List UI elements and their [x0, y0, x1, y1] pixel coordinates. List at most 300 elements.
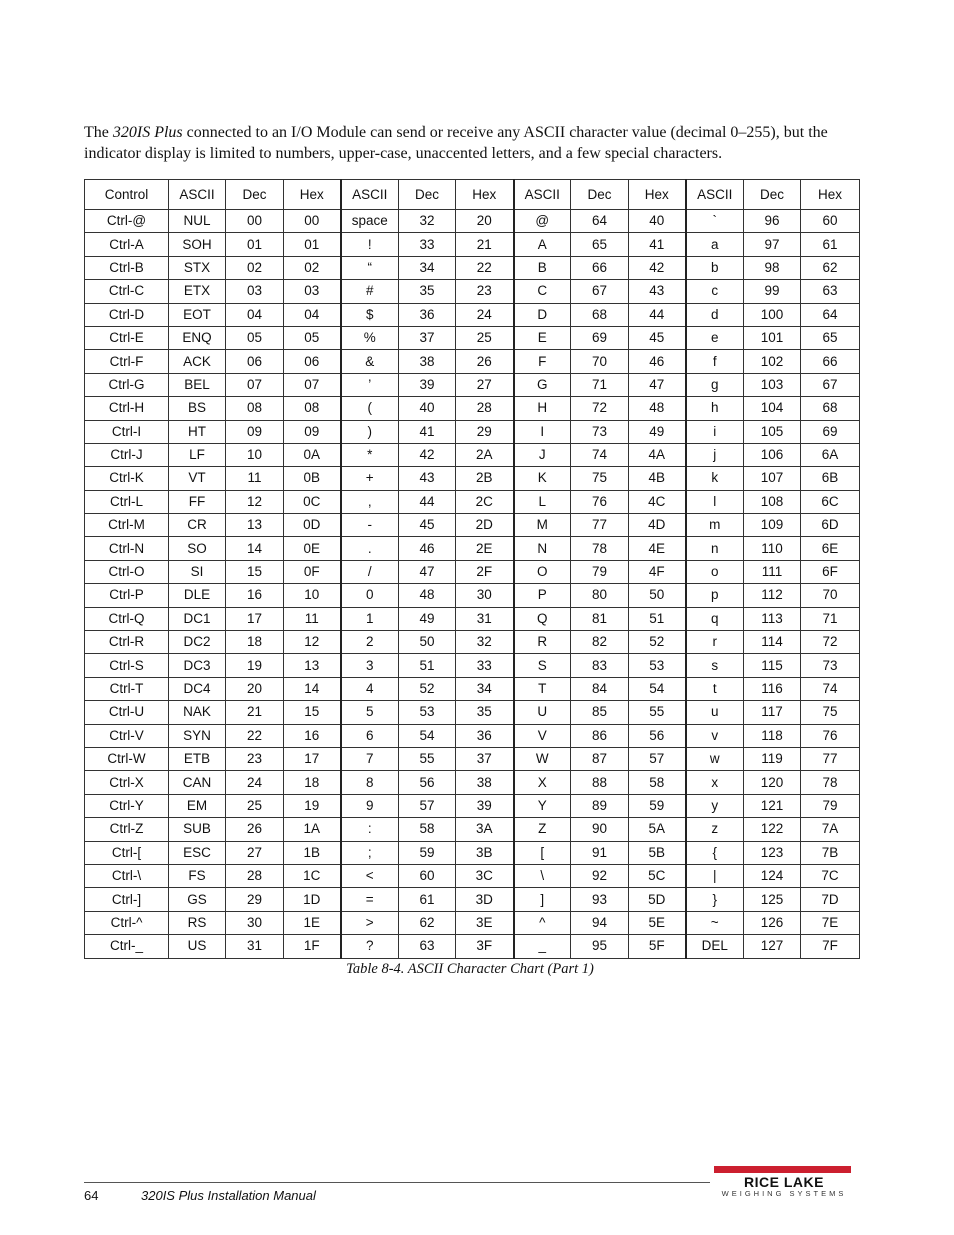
table-cell: 127	[744, 935, 801, 958]
table-cell: 49	[629, 420, 686, 443]
column-header: Dec	[399, 180, 456, 210]
table-cell: 28	[456, 397, 514, 420]
manual-title: 320IS Plus Installation Manual	[141, 1188, 316, 1203]
intro-rest: connected to an I/O Module can send or receive any ASCII character value (decimal 0–255), but the indicator display is limited to numbers, upper-case, unaccented letters, and a few special characters.	[84, 124, 828, 162]
table-cell: VT	[169, 467, 226, 490]
table-cell: 40	[629, 210, 686, 233]
intro-paragraph	[84, 122, 864, 164]
table-cell: Ctrl-C	[85, 280, 169, 303]
table-cell: 60	[399, 864, 456, 887]
table-cell: 2C	[456, 490, 514, 513]
table-cell: T	[514, 677, 571, 700]
table-cell: 43	[629, 280, 686, 303]
table-cell: R	[514, 631, 571, 654]
intro-prefix: The	[84, 124, 113, 141]
table-cell: 7	[341, 747, 399, 770]
table-cell: v	[686, 724, 744, 747]
table-cell: 13	[226, 514, 284, 537]
table-cell: 17	[284, 747, 341, 770]
table-cell: Ctrl-T	[85, 677, 169, 700]
table-cell: Ctrl-Q	[85, 607, 169, 630]
table-cell: 120	[744, 771, 801, 794]
table-cell: 56	[399, 771, 456, 794]
table-cell: 64	[801, 303, 860, 326]
table-cell: 27	[456, 373, 514, 396]
table-cell: 41	[629, 233, 686, 256]
table-cell: RS	[169, 911, 226, 934]
table-row	[85, 397, 860, 420]
table-cell: 1D	[284, 888, 341, 911]
table-cell: 117	[744, 701, 801, 724]
table-cell: 57	[629, 747, 686, 770]
table-cell: 78	[801, 771, 860, 794]
table-cell: 6	[341, 724, 399, 747]
table-cell: c	[686, 280, 744, 303]
table-cell: 16	[284, 724, 341, 747]
table-row	[85, 350, 860, 373]
table-cell: 96	[744, 210, 801, 233]
logo-wordmark: RICE LAKE	[744, 1174, 824, 1190]
table-cell: 5	[341, 701, 399, 724]
table-cell: NUL	[169, 210, 226, 233]
table-cell: 33	[399, 233, 456, 256]
table-cell: 112	[744, 584, 801, 607]
table-cell: 31	[456, 607, 514, 630]
table-cell: 26	[456, 350, 514, 373]
table-cell: EM	[169, 794, 226, 817]
table-cell: 5F	[629, 935, 686, 958]
table-cell: 2	[341, 631, 399, 654]
table-cell: 102	[744, 350, 801, 373]
table-cell: b	[686, 256, 744, 279]
table-cell: 75	[571, 467, 629, 490]
table-cell: 1B	[284, 841, 341, 864]
table-cell: ;	[341, 841, 399, 864]
table-cell: Y	[514, 794, 571, 817]
table-cell: W	[514, 747, 571, 770]
table-cell: 0C	[284, 490, 341, 513]
table-cell: 108	[744, 490, 801, 513]
table-cell: 94	[571, 911, 629, 934]
table-cell: 03	[284, 280, 341, 303]
table-cell: `	[686, 210, 744, 233]
table-cell: L	[514, 490, 571, 513]
table-cell: 19	[226, 654, 284, 677]
table-cell: 36	[399, 303, 456, 326]
table-cell: 73	[571, 420, 629, 443]
ascii-chart-table	[84, 179, 860, 959]
table-cell: “	[341, 256, 399, 279]
table-cell: 45	[399, 514, 456, 537]
table-cell: 22	[456, 256, 514, 279]
table-cell: 6B	[801, 467, 860, 490]
table-cell: I	[514, 420, 571, 443]
table-row	[85, 420, 860, 443]
table-header-row	[85, 180, 860, 210]
table-cell: 17	[226, 607, 284, 630]
table-cell: 65	[571, 233, 629, 256]
table-cell: 09	[284, 420, 341, 443]
table-cell: r	[686, 631, 744, 654]
table-cell: }	[686, 888, 744, 911]
table-row	[85, 373, 860, 396]
table-row	[85, 794, 860, 817]
table-cell: 9	[341, 794, 399, 817]
table-row	[85, 724, 860, 747]
table-cell: 47	[399, 560, 456, 583]
table-cell: 36	[456, 724, 514, 747]
table-cell: 111	[744, 560, 801, 583]
table-row	[85, 514, 860, 537]
logo-tagline: WEIGHING SYSTEMS	[721, 1189, 847, 1198]
table-cell: V	[514, 724, 571, 747]
table-cell: A	[514, 233, 571, 256]
table-cell: 3F	[456, 935, 514, 958]
table-cell: 0F	[284, 560, 341, 583]
table-cell: Ctrl-O	[85, 560, 169, 583]
table-cell: Ctrl-\	[85, 864, 169, 887]
table-cell: 4E	[629, 537, 686, 560]
table-cell: 71	[571, 373, 629, 396]
table-cell: j	[686, 443, 744, 466]
table-cell: 06	[226, 350, 284, 373]
footer-divider	[84, 1182, 710, 1183]
table-cell: 123	[744, 841, 801, 864]
table-cell: !	[341, 233, 399, 256]
table-row	[85, 747, 860, 770]
table-cell: 72	[571, 397, 629, 420]
table-cell: 32	[456, 631, 514, 654]
table-cell: 04	[284, 303, 341, 326]
table-cell: {	[686, 841, 744, 864]
table-cell: 67	[571, 280, 629, 303]
table-cell: O	[514, 560, 571, 583]
table-cell: 61	[801, 233, 860, 256]
table-cell: 32	[399, 210, 456, 233]
table-cell: 78	[571, 537, 629, 560]
table-cell: 45	[629, 326, 686, 349]
table-cell: 91	[571, 841, 629, 864]
table-cell: 38	[456, 771, 514, 794]
table-row	[85, 280, 860, 303]
table-cell: 3E	[456, 911, 514, 934]
table-cell: 44	[629, 303, 686, 326]
table-cell: 73	[801, 654, 860, 677]
column-header: Dec	[571, 180, 629, 210]
table-cell: 61	[399, 888, 456, 911]
table-row	[85, 888, 860, 911]
table-cell: 80	[571, 584, 629, 607]
table-cell: Ctrl-R	[85, 631, 169, 654]
table-cell: SYN	[169, 724, 226, 747]
table-cell: Ctrl-F	[85, 350, 169, 373]
table-cell: FF	[169, 490, 226, 513]
table-cell: 89	[571, 794, 629, 817]
table-cell: 34	[399, 256, 456, 279]
column-header: Control	[85, 180, 169, 210]
table-cell: 63	[399, 935, 456, 958]
table-cell: 107	[744, 467, 801, 490]
table-cell: SUB	[169, 818, 226, 841]
table-cell: 67	[801, 373, 860, 396]
table-cell: 7D	[801, 888, 860, 911]
table-cell: J	[514, 443, 571, 466]
table-cell: Ctrl-X	[85, 771, 169, 794]
table-cell: Ctrl-M	[85, 514, 169, 537]
table-cell: 02	[284, 256, 341, 279]
table-cell: t	[686, 677, 744, 700]
table-cell: 69	[571, 326, 629, 349]
table-cell: 51	[629, 607, 686, 630]
table-row	[85, 631, 860, 654]
table-cell: Ctrl-L	[85, 490, 169, 513]
table-row	[85, 560, 860, 583]
table-cell: 115	[744, 654, 801, 677]
table-cell: _	[514, 935, 571, 958]
table-row	[85, 537, 860, 560]
table-cell: 24	[456, 303, 514, 326]
table-cell: 85	[571, 701, 629, 724]
table-cell: G	[514, 373, 571, 396]
table-cell: /	[341, 560, 399, 583]
table-cell: x	[686, 771, 744, 794]
table-caption: Table 8-4. ASCII Character Chart (Part 1)	[346, 961, 594, 977]
table-cell: 125	[744, 888, 801, 911]
table-cell: Ctrl-P	[85, 584, 169, 607]
table-cell: 77	[571, 514, 629, 537]
table-cell: z	[686, 818, 744, 841]
table-cell: 110	[744, 537, 801, 560]
table-cell: 0E	[284, 537, 341, 560]
table-cell: 03	[226, 280, 284, 303]
table-cell: -	[341, 514, 399, 537]
table-cell: $	[341, 303, 399, 326]
table-cell: 2F	[456, 560, 514, 583]
table-cell: Ctrl-U	[85, 701, 169, 724]
table-cell: 29	[226, 888, 284, 911]
table-cell: 63	[801, 280, 860, 303]
rice-lake-logo	[714, 1166, 854, 1198]
table-cell: 12	[284, 631, 341, 654]
table-cell: f	[686, 350, 744, 373]
table-cell: Ctrl-_	[85, 935, 169, 958]
table-cell: 25	[226, 794, 284, 817]
table-cell: )	[341, 420, 399, 443]
table-cell: 4C	[629, 490, 686, 513]
table-cell: s	[686, 654, 744, 677]
table-cell: 08	[226, 397, 284, 420]
table-cell: B	[514, 256, 571, 279]
table-cell: 1F	[284, 935, 341, 958]
table-cell: k	[686, 467, 744, 490]
table-cell: 10	[226, 443, 284, 466]
table-cell: 2D	[456, 514, 514, 537]
table-body	[85, 210, 860, 959]
table-cell: 99	[744, 280, 801, 303]
table-cell: 30	[456, 584, 514, 607]
table-cell: 86	[571, 724, 629, 747]
table-cell: 44	[399, 490, 456, 513]
table-cell: DC2	[169, 631, 226, 654]
table-cell: ^	[514, 911, 571, 934]
table-cell: 4F	[629, 560, 686, 583]
table-cell: 54	[629, 677, 686, 700]
table-cell: 113	[744, 607, 801, 630]
column-header: Hex	[456, 180, 514, 210]
table-cell: 3C	[456, 864, 514, 887]
table-cell: 81	[571, 607, 629, 630]
table-cell: ACK	[169, 350, 226, 373]
table-row	[85, 935, 860, 958]
column-header: Hex	[801, 180, 860, 210]
table-cell: Ctrl-K	[85, 467, 169, 490]
table-cell: 121	[744, 794, 801, 817]
table-cell: Q	[514, 607, 571, 630]
table-cell: 31	[226, 935, 284, 958]
table-cell: CR	[169, 514, 226, 537]
table-cell: o	[686, 560, 744, 583]
table-cell: 7B	[801, 841, 860, 864]
table-cell: 52	[399, 677, 456, 700]
table-cell: 3B	[456, 841, 514, 864]
table-cell: :	[341, 818, 399, 841]
table-cell: Z	[514, 818, 571, 841]
table-row	[85, 771, 860, 794]
table-cell: Ctrl-G	[85, 373, 169, 396]
table-cell: ]	[514, 888, 571, 911]
table-cell: 40	[399, 397, 456, 420]
table-cell: g	[686, 373, 744, 396]
table-cell: Ctrl-]	[85, 888, 169, 911]
table-cell: E	[514, 326, 571, 349]
table-cell: 10	[284, 584, 341, 607]
table-cell: 53	[399, 701, 456, 724]
table-cell: 4D	[629, 514, 686, 537]
table-cell: 3A	[456, 818, 514, 841]
table-cell: q	[686, 607, 744, 630]
table-cell: p	[686, 584, 744, 607]
table-cell: 48	[629, 397, 686, 420]
table-cell: 42	[629, 256, 686, 279]
table-cell: 1E	[284, 911, 341, 934]
table-cell: 33	[456, 654, 514, 677]
table-cell: Ctrl-B	[85, 256, 169, 279]
table-cell: 07	[226, 373, 284, 396]
column-header: Dec	[744, 180, 801, 210]
table-cell: 51	[399, 654, 456, 677]
table-cell: 05	[226, 326, 284, 349]
table-cell: 08	[284, 397, 341, 420]
table-row	[85, 911, 860, 934]
table-cell: 15	[284, 701, 341, 724]
table-cell: M	[514, 514, 571, 537]
table-cell: 0D	[284, 514, 341, 537]
table-cell: Ctrl-E	[85, 326, 169, 349]
table-cell: 21	[226, 701, 284, 724]
table-cell: DC1	[169, 607, 226, 630]
table-cell: 02	[226, 256, 284, 279]
table-cell: w	[686, 747, 744, 770]
table-cell: m	[686, 514, 744, 537]
table-cell: 39	[399, 373, 456, 396]
table-cell: DC3	[169, 654, 226, 677]
table-cell: n	[686, 537, 744, 560]
table-cell: |	[686, 864, 744, 887]
table-cell: 30	[226, 911, 284, 934]
table-cell: 100	[744, 303, 801, 326]
table-row	[85, 303, 860, 326]
table-cell: 59	[629, 794, 686, 817]
table-cell: 75	[801, 701, 860, 724]
table-cell: 72	[801, 631, 860, 654]
table-cell: 11	[226, 467, 284, 490]
table-cell: 6F	[801, 560, 860, 583]
table-cell: 27	[226, 841, 284, 864]
table-cell: 04	[226, 303, 284, 326]
table-cell: SI	[169, 560, 226, 583]
table-cell: +	[341, 467, 399, 490]
table-row	[85, 864, 860, 887]
table-cell: 00	[226, 210, 284, 233]
table-cell: 5B	[629, 841, 686, 864]
table-cell: Ctrl-I	[85, 420, 169, 443]
table-cell: 119	[744, 747, 801, 770]
table-cell: 70	[571, 350, 629, 373]
table-cell: 05	[284, 326, 341, 349]
table-cell: N	[514, 537, 571, 560]
table-cell: 2E	[456, 537, 514, 560]
table-cell: 19	[284, 794, 341, 817]
table-cell: *	[341, 443, 399, 466]
table-cell: 21	[456, 233, 514, 256]
table-cell: 105	[744, 420, 801, 443]
table-cell: 14	[226, 537, 284, 560]
table-row	[85, 443, 860, 466]
table-cell: 59	[399, 841, 456, 864]
table-cell: 87	[571, 747, 629, 770]
table-row	[85, 841, 860, 864]
table-cell: 39	[456, 794, 514, 817]
table-cell: l	[686, 490, 744, 513]
table-row	[85, 677, 860, 700]
table-cell: K	[514, 467, 571, 490]
table-cell: Ctrl-W	[85, 747, 169, 770]
table-cell: 0B	[284, 467, 341, 490]
table-cell: 70	[801, 584, 860, 607]
table-cell: 20	[456, 210, 514, 233]
table-row	[85, 210, 860, 233]
table-cell: 11	[284, 607, 341, 630]
table-cell: <	[341, 864, 399, 887]
table-cell: 55	[399, 747, 456, 770]
column-header: ASCII	[169, 180, 226, 210]
table-cell: 62	[801, 256, 860, 279]
table-cell: 83	[571, 654, 629, 677]
table-cell: 42	[399, 443, 456, 466]
table-cell: 68	[571, 303, 629, 326]
table-cell: =	[341, 888, 399, 911]
table-cell: 58	[629, 771, 686, 794]
table-cell: LF	[169, 443, 226, 466]
table-cell: ENQ	[169, 326, 226, 349]
table-cell: 01	[284, 233, 341, 256]
table-cell: P	[514, 584, 571, 607]
table-cell: 5E	[629, 911, 686, 934]
table-row	[85, 233, 860, 256]
table-row	[85, 584, 860, 607]
table-cell: D	[514, 303, 571, 326]
table-cell: 57	[399, 794, 456, 817]
